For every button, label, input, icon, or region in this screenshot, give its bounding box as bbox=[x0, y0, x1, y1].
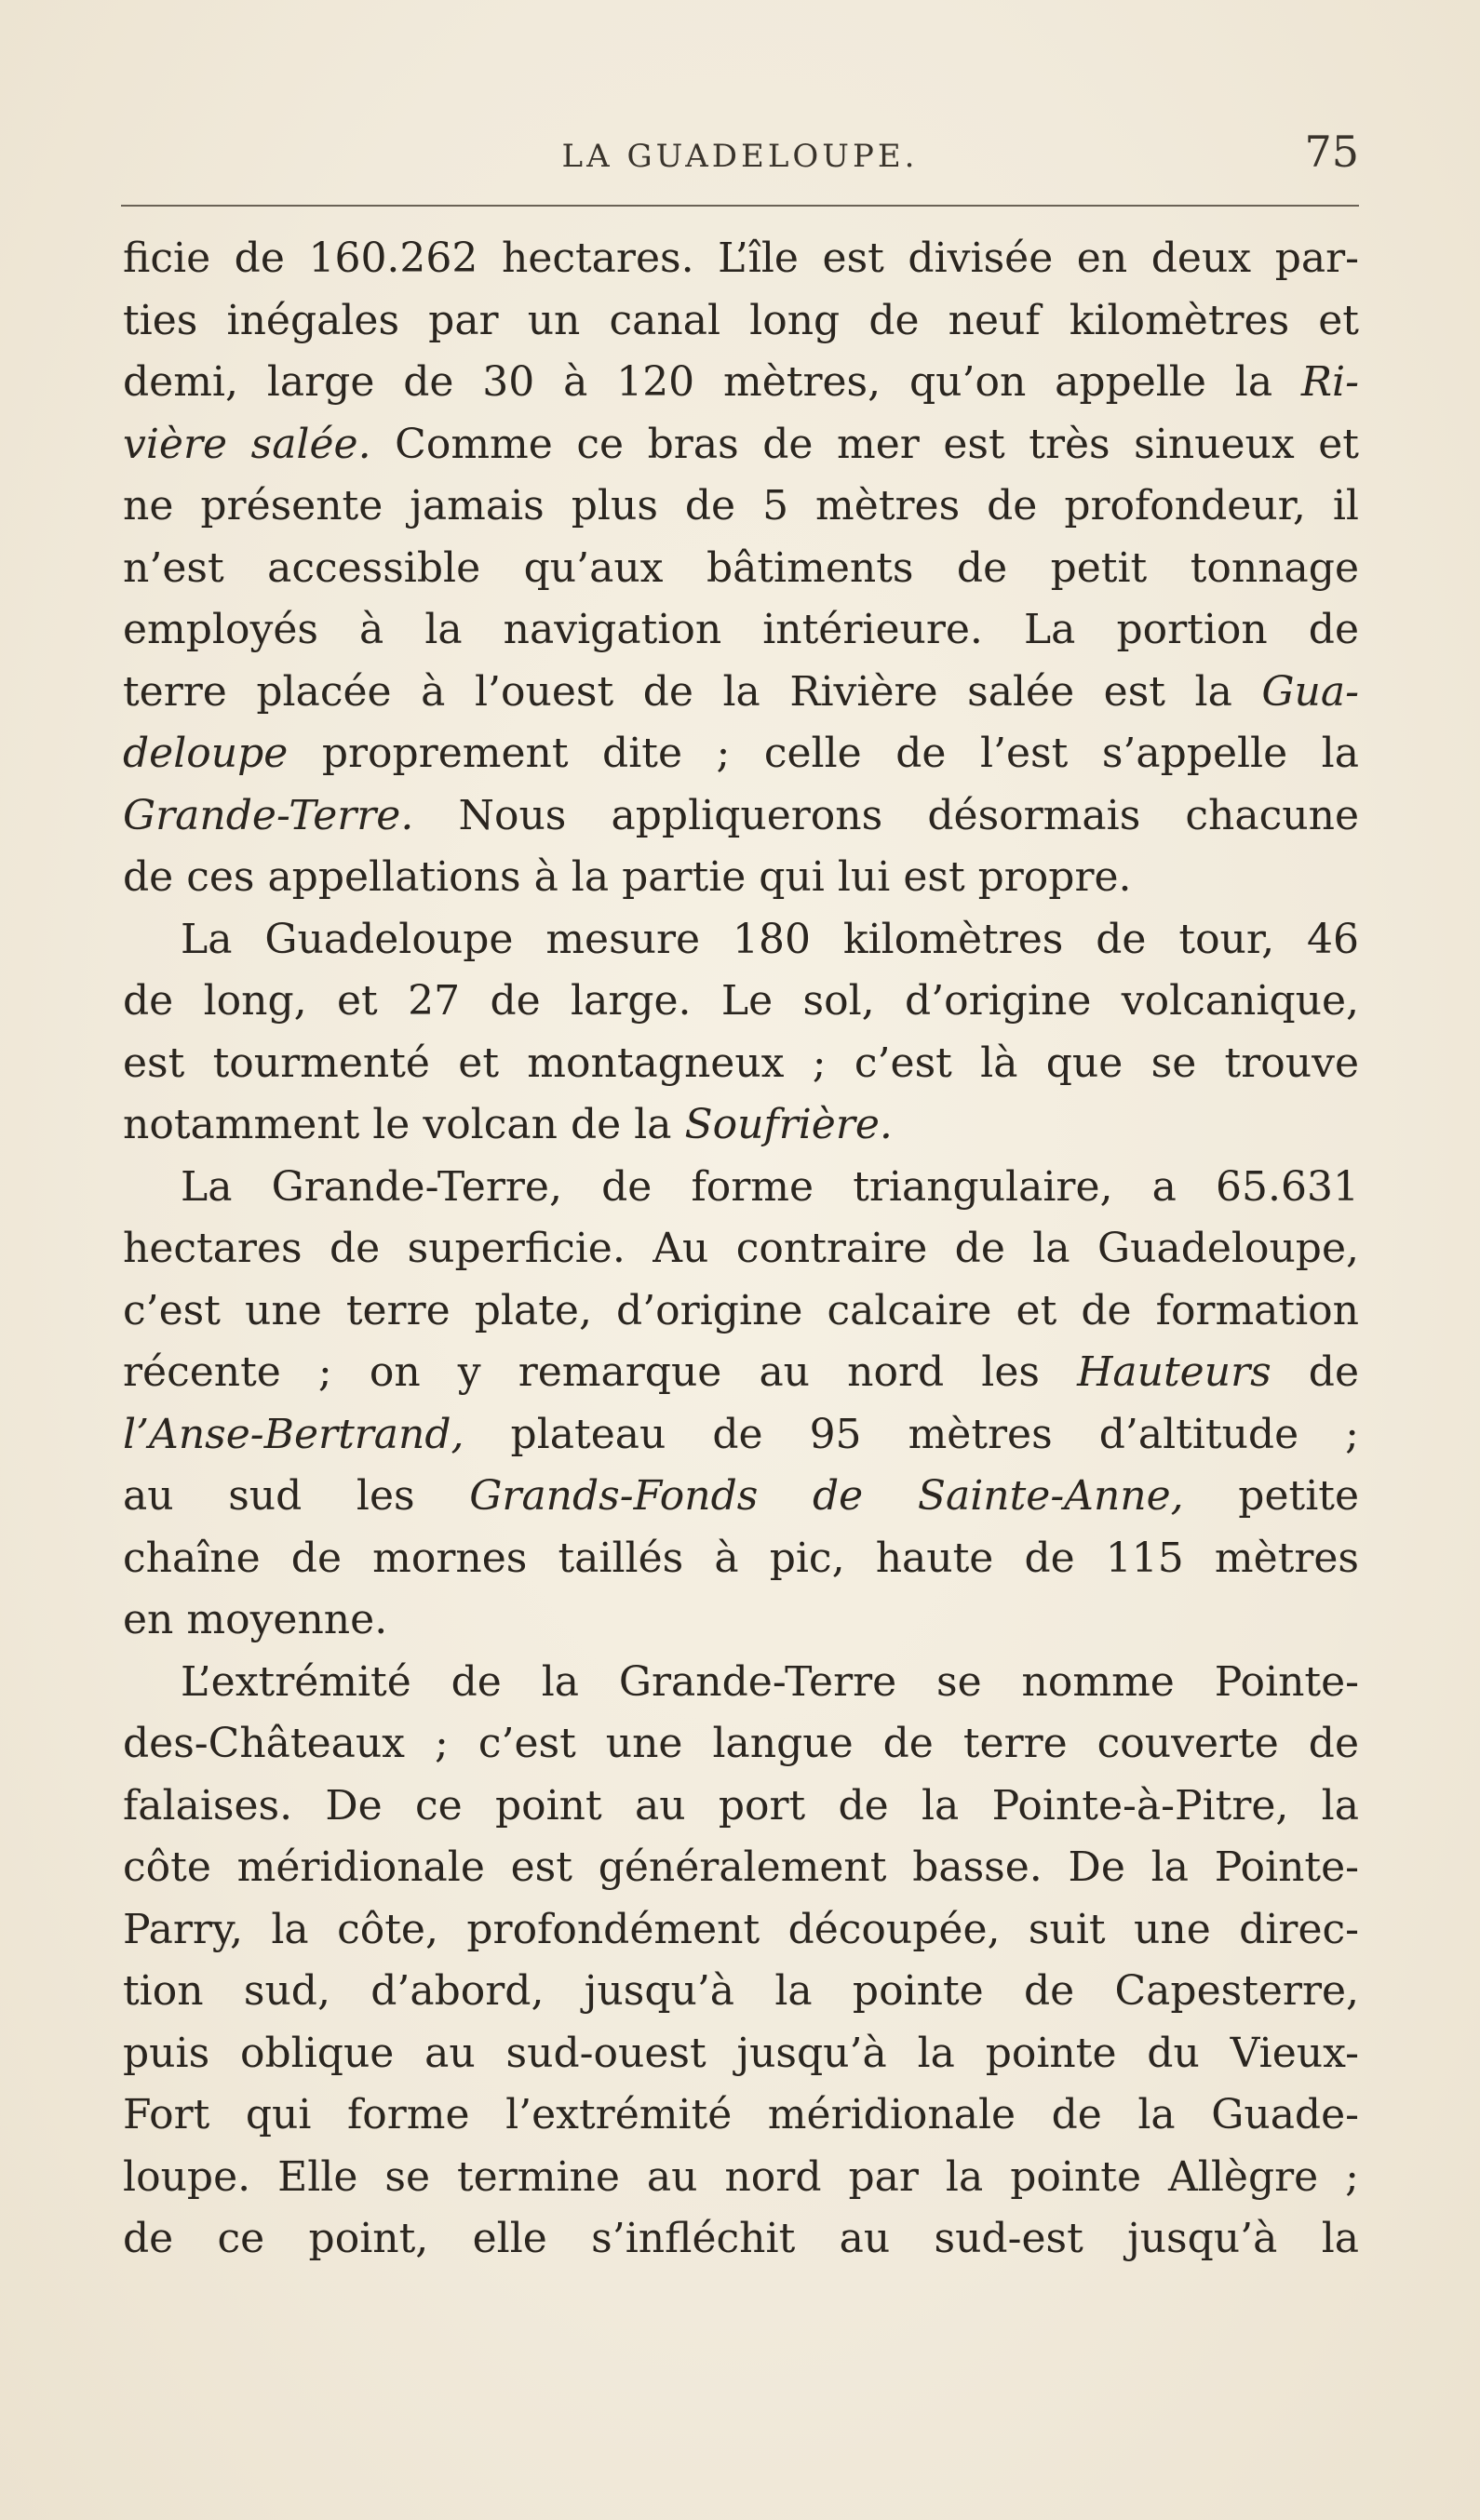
text-line: deloupe proprement dite ; celle de l’est s’appelle la bbox=[123, 730, 1359, 777]
text-line: c’est une terre plate, d’origine calcaire et de formation bbox=[123, 1286, 1359, 1334]
text-line: tion sud, d’abord, jusqu’à la pointe de Capesterre, bbox=[123, 1967, 1359, 2015]
text-line: côte méridionale est généralement basse. De la Pointe- bbox=[123, 1843, 1359, 1891]
body-text bbox=[123, 228, 1359, 2271]
text-line: falaises. De ce point au port de la Pointe-à-Pitre, la bbox=[123, 1781, 1359, 1830]
text-line: l’Anse-Bertrand, plateau de 95 mètres d’altitude ; bbox=[123, 1410, 1359, 1458]
text-line: vière salée. Comme ce bras de mer est très sinueux et bbox=[123, 420, 1359, 468]
text-line: demi, large de 30 à 120 mètres, qu’on appelle la Ri- bbox=[123, 358, 1359, 406]
text-line: puis oblique au sud-ouest jusqu’à la pointe du Vieux- bbox=[123, 2029, 1359, 2077]
text-line: de ces appellations à la partie qui lui est propre. bbox=[123, 853, 1132, 901]
text-line: notamment le volcan de la Soufrière. bbox=[123, 1101, 893, 1148]
text-line: hectares de superficie. Au contraire de la Guadeloupe, bbox=[123, 1225, 1359, 1272]
text-line: au sud les Grands-Fonds de Sainte-Anne, petite bbox=[123, 1472, 1359, 1520]
page-number: 75 bbox=[1304, 127, 1359, 177]
running-head bbox=[0, 127, 1480, 195]
text-line: des-Châteaux ; c’est une langue de terre couverte de bbox=[123, 1720, 1359, 1767]
text-line: employés à la navigation intérieure. La portion de bbox=[123, 606, 1359, 653]
text-line: Grande-Terre. Nous appliquerons désormais chacune bbox=[123, 791, 1359, 839]
text-line: La Grande-Terre, de forme triangulaire, a 65.631 bbox=[181, 1162, 1359, 1211]
text-line: La Guadeloupe mesure 180 kilomètres de tour, 46 bbox=[181, 915, 1359, 963]
header-rule bbox=[121, 205, 1359, 207]
text-line: chaîne de mornes taillés à pic, haute de 115 mètres bbox=[123, 1534, 1359, 1582]
text-line: récente ; on y remarque au nord les Hauteurs de bbox=[123, 1348, 1359, 1396]
text-line: en moyenne. bbox=[123, 1596, 388, 1643]
text-line: de ce point, elle s’infléchit au sud-est jusqu’à la bbox=[123, 2215, 1359, 2262]
text-line: ne présente jamais plus de 5 mètres de profondeur, il bbox=[123, 482, 1359, 529]
text-line: est tourmenté et montagneux ; c’est là que se trouve bbox=[123, 1039, 1359, 1087]
text-line: Fort qui forme l’extrémité méridionale de la Guade- bbox=[123, 2091, 1359, 2138]
text-line: Parry, la côte, profondément découpée, suit une direc- bbox=[123, 1905, 1359, 1953]
running-title: LA GUADELOUPE. bbox=[561, 138, 919, 175]
text-line: n’est accessible qu’aux bâtiments de petit tonnage bbox=[123, 543, 1359, 592]
text-line: de long, et 27 de large. Le sol, d’origine volcanique, bbox=[123, 977, 1359, 1025]
text-line: L’extrémité de la Grande-Terre se nomme Pointe- bbox=[181, 1657, 1359, 1706]
text-line: ties inégales par un canal long de neuf kilomètres et bbox=[123, 296, 1359, 344]
text-line: terre placée à l’ouest de la Rivière salée est la Gua- bbox=[123, 667, 1359, 716]
text-line: ficie de 160.262 hectares. L’île est divisée en deux par- bbox=[123, 235, 1359, 282]
text-line: loupe. Elle se termine au nord par la pointe Allègre ; bbox=[123, 2152, 1359, 2201]
